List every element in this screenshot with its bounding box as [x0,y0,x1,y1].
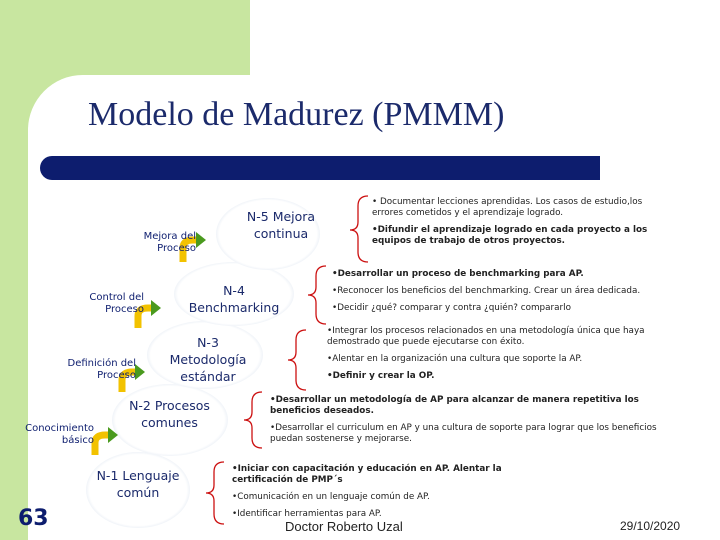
arrow-icon-conocimiento [95,427,118,455]
level-label-n1: N-1 Lenguaje común [96,468,180,500]
bullets-n5 [372,197,672,253]
level-label-n4: N-4 Benchmarking [188,283,280,315]
brace-n2 [244,392,262,448]
bullet-item: •Desarrollar el curriculum en AP y una cultura de soporte para lograr que los beneficios puedan sostenerse y mejorarse. [270,423,657,444]
bullet-item: • Documentar lecciones aprendidas. Los casos de estudio,los errores cometidos y el aprendizaje logrado. [372,197,643,218]
bullet-item: •Comunicación en un lenguaje común de AP. [232,492,430,502]
level-label-n3: N-3 Metodología estándar [169,335,247,384]
side-label-mejora: Mejora del Proceso [143,231,196,254]
level-label-n2: N-2 Procesos comunes [129,398,210,430]
bullet-item: •Desarrollar un metodología de AP para alcanzar de manera repetitiva los beneficios deseados. [270,395,639,416]
page-number: 63 [18,506,49,531]
bullet-item: •Identificar herramientas para AP. [232,509,382,519]
bullet-item: •Alentar en la organización una cultura que soporte la AP. [327,354,583,364]
side-label-conocimiento: Conocimiento básico [25,423,94,446]
side-label-definicion: Definición del Proceso [67,358,136,381]
bullet-item: •Iniciar con capacitación y educación en AP. Alentar la certificación de PMP´s [232,464,502,485]
bullets-n1 [232,464,522,526]
footer-author: Doctor Roberto Uzal [285,519,403,534]
brace-n5 [350,196,368,262]
slide-title: Modelo de Madurez (PMMM) [88,96,505,133]
brace-n4 [308,266,326,324]
brace-n1 [206,462,224,524]
bullets-n2 [270,395,690,451]
bullet-item: •Reconocer los beneficios del benchmarking. Crear un área dedicada. [332,286,641,296]
bullet-item: •Definir y crear la OP. [327,371,435,381]
level-label-n5: N-5 Mejora continua [246,209,316,241]
bullets-n3 [327,326,667,388]
side-label-control: Control del Proceso [89,292,144,315]
bullet-item: •Integrar los procesos relacionados en una metodología única que haya demostrado que puede ejecutarse con éxito. [327,326,645,347]
bullet-item: •Decidir ¿qué? comparar y contra ¿quién? compararlo [332,303,571,313]
footer-date: 29/10/2020 [620,519,681,533]
brace-n3 [288,330,306,390]
bullets-n4 [332,269,672,320]
bullet-item: •Difundir el aprendizaje logrado en cada proyecto a los equipos de trabajo de otros proyectos. [372,225,648,246]
bullet-item: •Desarrollar un proceso de benchmarking para AP. [332,269,584,279]
